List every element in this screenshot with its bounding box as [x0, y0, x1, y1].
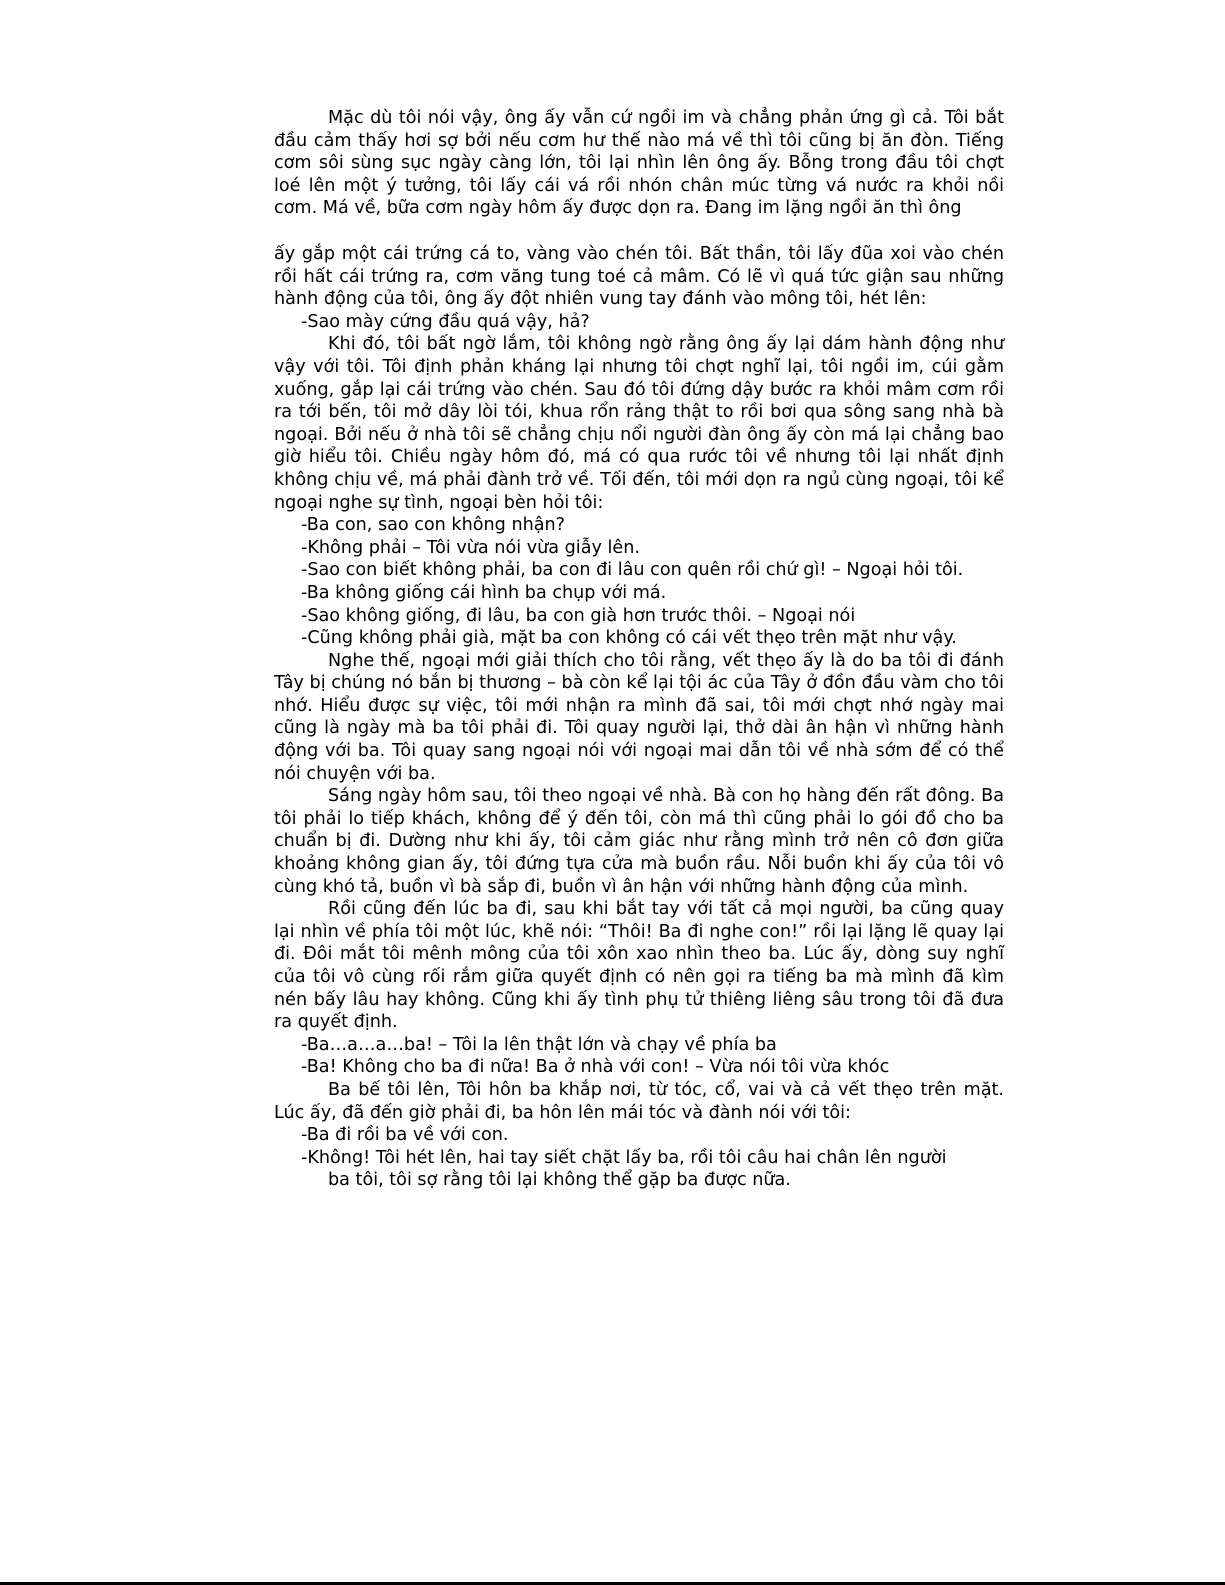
- dialogue-line: -Sao mày cứng đầu quá vậy, hả?: [301, 311, 590, 332]
- paragraph: Nghe thế, ngoại mới giải thích cho tôi rằng, vết thẹo ấy là do ba tôi đi đánh Tây bị chúng nó bắn bị thương – bà còn kể lại tội ác của Tây ở đồn đầu vàm cho tôi nhớ. Hiểu được sự việc, tôi mới nhận ra mình đã sai, tôi mới chợt nhớ ngày mai cũng là ngày mà ba tôi phải đi. Tôi quay người lại, thở dài ân hận vì những hành động với ba. Tôi quay sang ngoại nói với ngoại mai dẫn tôi về nhà sớm để có thể nói chuyện với ba.: [274, 650, 1004, 784]
- text-block-bottom: [274, 243, 1004, 1192]
- text-block-top: [274, 107, 1004, 220]
- dialogue-line: -Không phải – Tôi vừa nói vừa giẫy lên.: [301, 537, 640, 558]
- dialogue-line: -Ba…a…a…ba! – Tôi la lên thật lớn và chạy về phía ba: [301, 1034, 777, 1055]
- paragraph: Rồi cũng đến lúc ba đi, sau khi bắt tay với tất cả mọi người, ba cũng quay lại nhìn về phía tôi một lúc, khẽ nói: “Thôi! Ba đi nghe con!” rồi lại lặng lẽ quay lại đi. Đôi mắt tôi mênh mông của tôi xôn xao nhìn theo ba. Lúc ấy, dòng suy nghĩ của tôi vô cùng rối rắm giữa quyết định có nên gọi ra tiếng ba mà mình đã kìm nén bấy lâu hay không. Cũng khi ấy tình phụ tử thiêng liêng sâu trong tôi đã đưa ra quyết định.: [274, 899, 1004, 1033]
- paragraph: Ba bế tôi lên, Tôi hôn ba khắp nơi, từ tóc, cổ, vai và cả vết thẹo trên mặt. Lúc ấy, đã đến giờ phải đi, ba hôn lên mái tóc và đành nói với tôi:: [274, 1079, 1004, 1123]
- paragraph: Khi đó, tôi bất ngờ lắm, tôi không ngờ rằng ông ấy lại dám hành động như vậy với tôi. Tôi định phản kháng lại nhưng tôi chợt nghĩ lại, tôi ngồi im, cúi gằm xuống, gắp lại cái trứng vào chén. Sau đó tôi đứng dậy bước ra khỏi mâm cơm rồi ra tới bến, tôi mở dây lòi tói, khua rổn rảng thật to rồi bơi qua sông sang nhà bà ngoại. Bởi nếu ở nhà tôi sẽ chẳng chịu nổi người đàn ông ấy còn má lại chẳng bao giờ hiểu tôi. Chiều ngày hôm đó, má có qua rước tôi về nhưng tôi lại nhất định không chịu về, má phải đành trở về. Tối đến, tôi mới dọn ra ngủ cùng ngoại, tôi kể ngoại nghe sự tình, ngoại bèn hỏi tôi:: [274, 334, 1004, 513]
- dialogue-line: -Sao không giống, đi lâu, ba con già hơn trước thôi. – Ngoại nói: [301, 605, 856, 626]
- paragraph: Sáng ngày hôm sau, tôi theo ngoại về nhà. Bà con họ hàng đến rất đông. Ba tôi phải lo tiếp khách, không để ý đến tôi, còn má thì cũng phải lo gói đồ cho ba chuẩn bị đi. Dường như khi ấy, tôi cảm giác như rằng mình trở nên cô đơn giữa khoảng không gian ấy, tôi đứng tựa cửa mà buồn rầu. Nỗi buồn khi ấy của tôi vô cùng khó tả, buồn vì bà sắp đi, buồn vì ân hận với những hành động của mình.: [274, 786, 1004, 897]
- dialogue-line: -Cũng không phải già, mặt ba con không có cái vết thẹo trên mặt như vậy.: [301, 628, 957, 649]
- paragraph: Mặc dù tôi nói vậy, ông ấy vẫn cứ ngồi im và chẳng phản ứng gì cả. Tôi bắt đầu cảm thấy hơi sợ bởi nếu cơm hư thế nào má về thì tôi cũng bị ăn đòn. Tiếng cơm sôi sùng sục ngày càng lớn, tôi lại nhìn lên ông ấy. Bỗng trong đầu tôi chợt loé lên một ý tưởng, tôi lấy cái vá rồi nhón chân múc từng vá nước ra khỏi nồi cơm. Má về, bữa cơm ngày hôm ấy được dọn ra. Đang im lặng ngồi ăn thì ông: [274, 108, 1004, 219]
- dialogue-line: -Ba đi rồi ba về với con.: [301, 1125, 509, 1146]
- dialogue-line: -Ba! Không cho ba đi nữa! Ba ở nhà với con! – Vừa nói tôi vừa khóc: [301, 1057, 890, 1078]
- dialogue-line: -Không! Tôi hét lên, hai tay siết chặt lấy ba, rồi tôi câu hai chân lên người: [301, 1147, 947, 1168]
- paragraph: ấy gắp một cái trứng cá to, vàng vào chén tôi. Bất thần, tôi lấy đũa xoi vào chén rồi hất cái trứng ra, cơm văng tung toé cả mâm. Có lẽ vì quá tức giận sau những hành động của tôi, ông ấy đột nhiên vung tay đánh vào mông tôi, hét lên:: [274, 244, 1004, 310]
- dialogue-line: -Sao con biết không phải, ba con đi lâu con quên rồi chứ gì! – Ngoại hỏi tôi.: [301, 560, 964, 581]
- dialogue-line: -Ba không giống cái hình ba chụp với má.: [301, 582, 667, 603]
- dialogue-continuation: ba tôi, tôi sợ rằng tôi lại không thể gặp ba được nữa.: [328, 1170, 791, 1191]
- dialogue-line: -Ba con, sao con không nhận?: [301, 515, 566, 536]
